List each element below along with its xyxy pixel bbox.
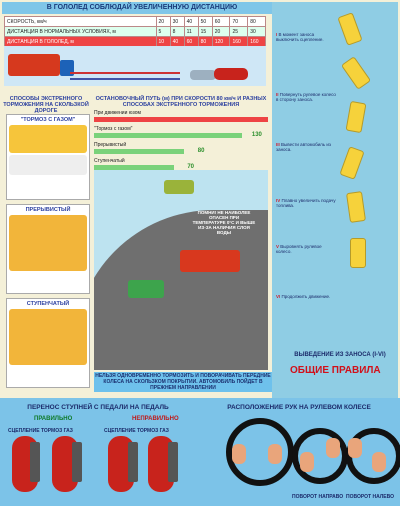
skid-car-6 [350,238,366,268]
distance-table [4,16,266,47]
stopping-bars [94,110,268,174]
pedal-transfer-title: ПЕРЕНОС СТУПНЕЙ С ПЕДАЛИ НА ПЕДАЛЬ [27,404,169,411]
table-speed-label: СКОРОСТЬ, км/ч [5,17,157,27]
truck-green-illustration [128,280,164,298]
ice-70: 160 [230,37,248,47]
brake-with-gas-card [6,114,90,200]
truck-yellow-illustration [164,180,194,194]
roman-2: II [276,92,279,97]
distance-arrow-ice [70,72,180,74]
skid-car-2 [341,56,371,90]
hand-right-turn-2 [326,438,340,458]
ice-30: 40 [170,37,184,47]
braking-methods [2,96,90,390]
speed-60: 60 [212,17,230,27]
skid-recovery-panel [272,2,398,398]
skid-car-3 [346,101,367,133]
note-1 [276,32,336,42]
normal-50: 15 [198,27,212,37]
pedal-right-2 [168,442,178,482]
stopping-distance-title: ОСТАНОВОЧНЫЙ ПУТЬ (м) ПРИ СКОРОСТИ 80 км/ч И РАЗНЫХ СПОСОБАХ ЭКСТРЕННОГО ТОРМОЖЕНИЯ [95,96,267,108]
note-text-5: Выровнять рулевое колесо. [276,244,322,254]
top-heading: В ГОЛОЛЕД СОБЛЮДАЙ УВЕЛИЧЕННУЮ ДИСТАНЦИЮ [2,2,282,14]
turn-right-label: ПОВОРОТ НАПРАВО [292,494,344,500]
car-illustration-red [214,68,248,80]
normal-80: 30 [248,27,266,37]
skid-car-5 [346,191,366,223]
bar-value-brake-gas: 130 [251,132,262,138]
speed-20: 20 [156,17,170,27]
bar-label-stepped: Ступенчатый [94,158,125,164]
car-illustration-gray [190,70,216,80]
note-4 [276,198,336,208]
bottom-panel [0,398,400,506]
ice-50: 80 [198,37,212,47]
skid-caption: ВЫВЕДЕНИЕ ИЗ ЗАНОСА (I-VI) [294,352,386,358]
hand-left-turn-2 [372,452,386,472]
note-text-2: Повернуть рулевое колесо в сторону заноса. [276,92,336,102]
pedal-right-1 [128,442,138,482]
pedal-left-2 [72,442,82,482]
stepped-illustration [9,309,87,365]
bar-label-skid: При движении юзом [94,110,141,116]
stepped-label: СТУПЕНЧАТЫЙ [26,301,70,307]
ice-80: 160 [248,37,266,47]
speed-70: 70 [230,17,248,27]
turn-left-label: ПОВОРОТ НАЛЕВО [346,494,394,500]
bar-value-intermittent: 80 [197,148,205,154]
note-text-1: В момент заноса выключить сцепление. [276,32,324,42]
hand-left-center [232,444,246,464]
bar-brake-gas [94,132,262,138]
bar-skid [94,117,268,122]
intermittent-label: ПРЕРЫВИСТЫЙ [25,207,71,213]
normal-70: 25 [230,27,248,37]
hand-left-turn-1 [348,438,362,458]
ice-60: 120 [212,37,230,47]
road-curve-scene [94,170,268,370]
skid-car-4 [339,146,364,180]
normal-60: 20 [212,27,230,37]
speed-80: 80 [248,17,266,27]
stepped-card [6,298,90,388]
turning-warning: НЕЛЬЗЯ ОДНОВРЕМЕННО ТОРМОЗИТЬ И ПОВОРАЧИВАТЬ ПЕРЕДНИЕ КОЛЕСА НА СКОЛЬЗКОМ ПОКРЫТИИ. АВТОМОБИЛЬ ПОЙДЕТ В ПРЕЖНЕМ НАПРАВЛЕНИИ [95,373,271,391]
hand-right-center [268,444,282,464]
intermittent-card [6,204,90,294]
roman-5: V [276,244,280,249]
truck-illustration [8,54,60,76]
roman-3: III [276,142,280,147]
braking-title: СПОСОБЫ ЭКСТРЕННОГО ТОРМОЖЕНИЯ НА СКОЛЬЗКОЙ ДОРОГЕ [3,96,89,114]
general-rules-title: ОБЩИЕ ПРАВИЛА [290,365,381,376]
normal-30: 8 [170,27,184,37]
pedal-caption-left: СЦЕПЛЕНИЕ ТОРМОЗ ГАЗ [8,428,73,434]
normal-20: 5 [156,27,170,37]
ice-40: 60 [184,37,198,47]
bus-illustration [180,250,240,272]
note-text-4: Плавно увеличить подачу топлива. [276,198,336,208]
normal-40: 11 [184,27,198,37]
scene-warning: ПОМНИ! НЕ НАИБОЛЕЕ ОПАСЕН ПРИ ТЕМПЕРАТУРЕ 0°С И ВЫШЕ ИЗ-ЗА НАЛИЧИЯ СЛОЯ ВОДЫ [192,210,256,235]
note-3 [276,142,336,152]
bar-label-intermittent: Прерывистый [94,142,127,148]
note-text-6: Продолжить движение. [281,294,331,299]
pedal-left-1 [30,442,40,482]
incorrect-label: НЕПРАВИЛЬНО [132,416,179,422]
speed-30: 30 [170,17,184,27]
table-row-ice [5,37,266,47]
hand-position-title: РАСПОЛОЖЕНИЕ РУК НА РУЛЕВОМ КОЛЕСЕ [227,404,371,411]
note-text-3: Вывести автомобиль из заноса. [276,142,331,152]
roman-1: I [276,32,278,37]
hand-right-turn-1 [300,452,314,472]
roman-4: IV [276,198,281,203]
table-row-normal [5,27,266,37]
pedal-caption-right: СЦЕПЛЕНИЕ ТОРМОЗ ГАЗ [104,428,169,434]
note-6 [276,294,336,299]
normal-label: ДИСТАНЦИЯ В НОРМАЛЬНЫХ УСЛОВИЯХ, м [5,27,157,37]
speed-50: 50 [198,17,212,27]
speed-40: 40 [184,17,198,27]
skid-car-1 [337,12,362,46]
ice-20: 10 [156,37,170,47]
brake-with-gas-label: "ТОРМОЗ С ГАЗОМ" [20,117,76,123]
note-5 [276,244,336,254]
distance-arrow-normal [70,78,180,80]
correct-label: ПРАВИЛЬНО [34,416,73,422]
dashboard-illustration [9,125,87,153]
roman-6: VI [276,294,281,299]
bar-value-stepped: 70 [187,164,195,170]
intermittent-illustration [9,215,87,271]
pedal-illustration [9,155,87,175]
bar-intermittent [94,148,205,154]
bar-label-brake-gas: "Тормоз с газом" [94,126,133,132]
note-2 [276,92,336,102]
table-row-speed [5,17,266,27]
ice-label: ДИСТАНЦИЯ В ГОЛОЛЕД, м [5,37,157,47]
